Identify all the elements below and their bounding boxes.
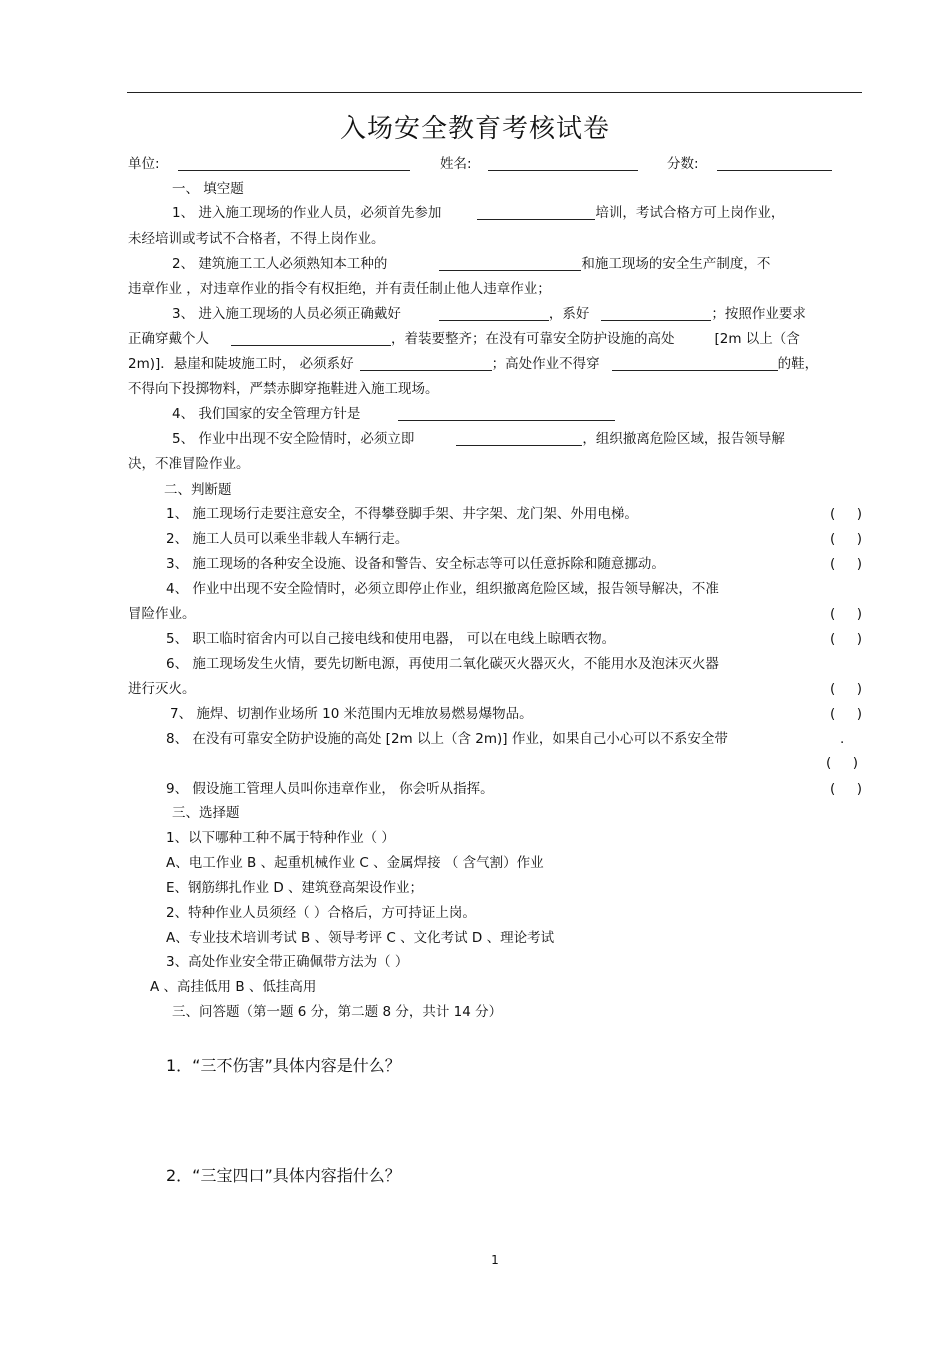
question-line: 正确穿戴个人 ，着装要整齐；在没有可靠安全防护设施的高处 [2m 以上（含 (128, 331, 800, 347)
answer-blank[interactable] (477, 206, 595, 220)
question-line: 2m)]．悬崖和陡坡施工时， 必须系好 ；高处作业不得穿 的鞋， (128, 356, 819, 372)
judgement-item: 3、 施工现场的各种安全设施、设备和警告、安全标志等可以任意拆除和随意挪动。 (166, 556, 665, 572)
unit-label: 单位: (128, 156, 160, 172)
answer-blank[interactable] (439, 307, 549, 321)
essay-question: 2．“三宝四口”具体内容指什么？ (166, 1166, 401, 1185)
choice-options: E、钢筋绑扎作业 D 、建筑登高架设作业； (166, 880, 424, 896)
answer-paren[interactable]: ( ) (830, 506, 862, 522)
unit-field (128, 155, 410, 173)
judgement-item: 进行灭火。 (128, 681, 196, 697)
page-number: 1 (491, 1253, 499, 1267)
question-line: 不得向下投掷物料，严禁赤脚穿拖鞋进入施工现场。 (128, 381, 439, 397)
choice-options: A、专业技术培训考试 B 、领导考评 C 、文化考试 D 、理论考试 (166, 930, 555, 946)
judgement-item: 冒险作业。 (128, 606, 196, 622)
score-label: 分数: (667, 156, 699, 172)
section-heading: 一、 填空题 (172, 181, 244, 197)
score-field (667, 155, 832, 173)
answer-paren[interactable]: ( ) (830, 681, 862, 697)
answer-blank[interactable] (439, 257, 581, 271)
judgement-item: 9、 假设施工管理人员叫你违章作业， 你会听从指挥。 (166, 781, 494, 797)
question-line: 5、 作业中出现不安全险情时，必须立即 ，组织撤离危险区域，报告领导解 (172, 431, 785, 447)
answer-paren[interactable]: ( ) (830, 606, 862, 622)
answer-blank[interactable] (398, 407, 615, 421)
question-line: 未经培训或考试不合格者，不得上岗作业。 (128, 231, 385, 247)
answer-blank[interactable] (601, 307, 711, 321)
section-heading: 二、判断题 (164, 482, 232, 498)
answer-blank[interactable] (456, 432, 582, 446)
answer-blank[interactable] (360, 357, 492, 371)
judgement-item: . (840, 731, 845, 747)
choice-options: A、电工作业 B 、起重机械作业 C 、金属焊接 （ 含气割）作业 (166, 855, 544, 871)
answer-paren[interactable]: ( ) (830, 706, 862, 722)
answer-paren[interactable]: ( ) (830, 556, 862, 572)
choice-question: 3、高处作业安全带正确佩带方法为（ ） (166, 954, 409, 970)
section-heading: 三、选择题 (172, 805, 240, 821)
judgement-item: 5、 职工临时宿舍内可以自己接电线和使用电器， 可以在电线上晾晒衣物。 (166, 631, 616, 647)
page-title: 入场安全教育考核试卷 (339, 114, 610, 144)
judgement-item: 4、 作业中出现不安全险情时，必须立即停止作业，组织撤离危险区域，报告领导解决，不准 (166, 581, 719, 597)
answer-paren[interactable]: ( ) (830, 781, 862, 797)
question-line: 4、 我们国家的安全管理方针是 (172, 405, 615, 423)
essay-question: 1．“三不伤害”具体内容是什么？ (166, 1056, 401, 1075)
judgement-item: 1、 施工现场行走要注意安全，不得攀登脚手架、井字架、龙门架、外用电梯。 (166, 506, 638, 522)
question-line: 3、 进入施工现场的人员必须正确戴好 ，系好 ；按照作业要求 (172, 306, 806, 322)
name-field (440, 155, 638, 173)
judgement-item: 2、 施工人员可以乘坐非载人车辆行走。 (166, 531, 409, 547)
answer-paren[interactable]: ( ) (830, 631, 862, 647)
judgement-item: 6、 施工现场发生火情，要先切断电源，再使用二氧化碳灭火器灭火，不能用水及泡沫灭火器 (166, 656, 719, 672)
score-blank[interactable] (717, 157, 832, 171)
answer-blank[interactable] (612, 357, 778, 371)
section-heading: 三、问答题（第一题 6 分，第二题 8 分，共计 14 分） (172, 1004, 503, 1020)
name-label: 姓名: (440, 156, 472, 172)
unit-blank[interactable] (178, 157, 410, 171)
answer-paren[interactable]: ( ) (830, 531, 862, 547)
judgement-item: 7、 施焊、切割作业场所 10 米范围内无堆放易燃易爆物品。 (170, 706, 533, 722)
choice-options: A 、高挂低用 B 、低挂高用 (150, 979, 317, 995)
question-line: 2、 建筑施工工人必须熟知本工种的 和施工现场的安全生产制度，不 (172, 256, 771, 272)
choice-question: 2、特种作业人员须经（ ）合格后，方可持证上岗。 (166, 905, 476, 921)
question-line: 违章作业 ，对违章作业的指令有权拒绝，并有责任制止他人违章作业； (128, 281, 551, 297)
name-blank[interactable] (488, 157, 638, 171)
top-rule (127, 92, 862, 93)
answer-blank[interactable] (231, 332, 391, 346)
question-line: 决，不准冒险作业。 (128, 456, 250, 472)
question-line: 1、 进入施工现场的作业人员，必须首先参加 培训，考试合格方可上岗作业， (172, 205, 785, 221)
choice-question: 1、以下哪种工种不属于特种作业（ ） (166, 830, 395, 846)
judgement-item: 8、 在没有可靠安全防护设施的高处 [2m 以上（含 2m)] 作业，如果自己小心可以不系安全带 (166, 731, 728, 747)
answer-paren[interactable]: ( ) (826, 755, 858, 771)
